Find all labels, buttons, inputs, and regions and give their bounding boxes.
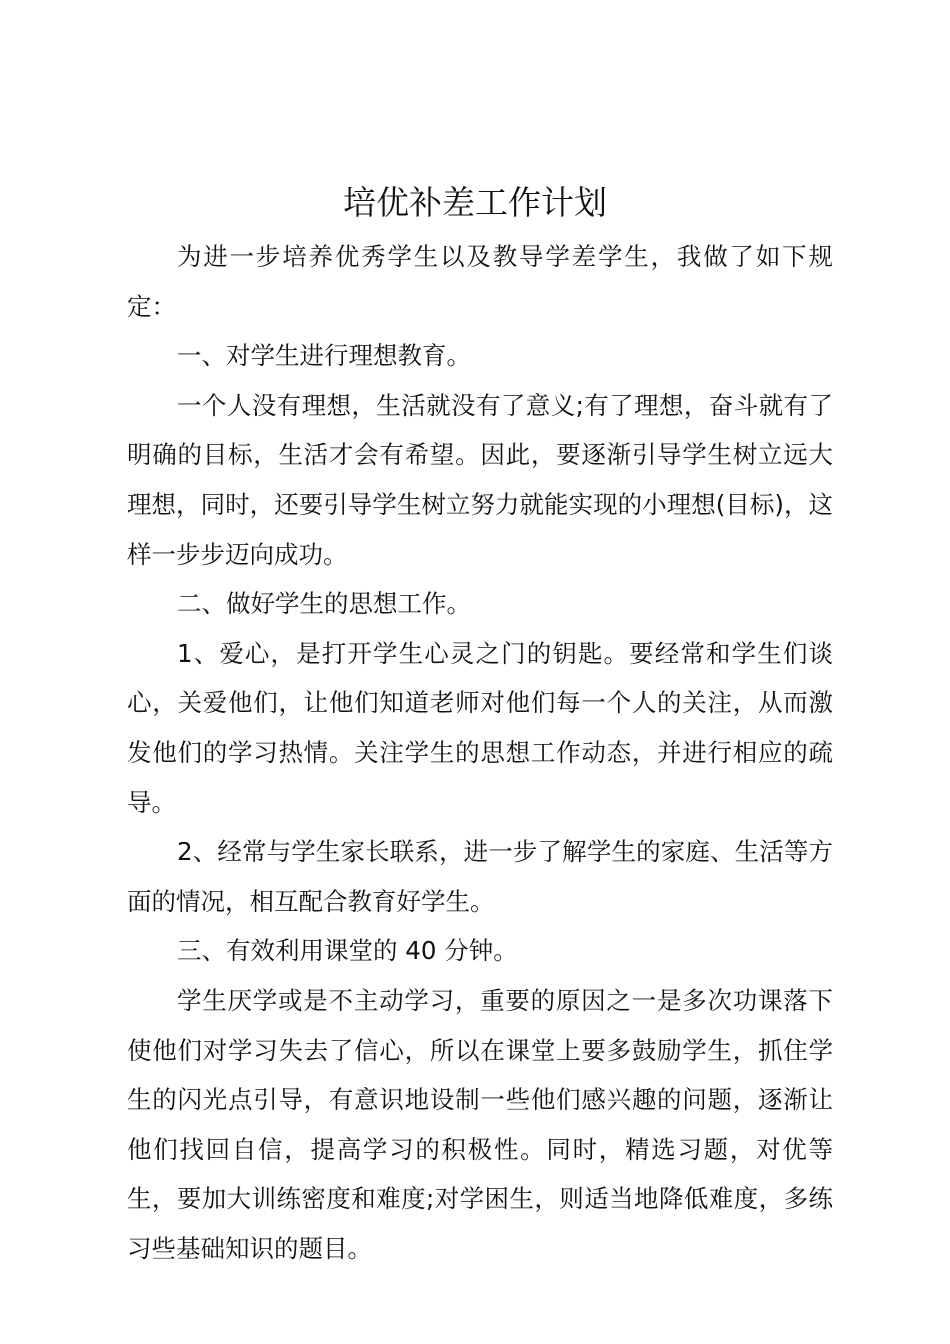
section-heading-mindset: 二、做好学生的思想工作。 [177, 589, 471, 619]
document-title: 培优补差工作计划 [343, 183, 607, 222]
document-body [127, 232, 833, 1273]
paragraph-intro: 为进一步培养优秀学生以及教导学差学生，我做了如下规定： [127, 242, 833, 321]
paragraph-classroom: 学生厌学或是不主动学习，重要的原因之一是多次功课落下使他们对学习失去了信心，所以在课堂上要多鼓励学生，抓住学生的闪光点引导，有意识地设制一些他们感兴趣的问题，逐渐让他们找回自信，提高学习的积极性。同时，精选习题，对优等生，要加大训练密度和难度;对学困生，则适当地降低难度，多练习些基础知识的题目。 [127, 985, 833, 1263]
paragraph-parents: 2、经常与学生家长联系，进一步了解学生的家庭、生活等方面的情况，相互配合教育好学生。 [127, 837, 833, 916]
section-heading-ideals: 一、对学生进行理想教育。 [177, 341, 471, 371]
paragraph-love: 1、爱心，是打开学生心灵之门的钥匙。要经常和学生们谈心，关爱他们，让他们知道老师对他们每一个人的关注，从而激发他们的学习热情。关注学生的思想工作动态，并进行相应的疏导。 [127, 638, 833, 817]
paragraph-ideals: 一个人没有理想，生活就没有了意义;有了理想，奋斗就有了明确的目标，生活才会有希望。因此，要逐渐引导学生树立远大理想，同时，还要引导学生树立努力就能实现的小理想(目标)，这样一步步迈向成功。 [127, 390, 833, 569]
section-heading-classroom: 三、有效利用课堂的 40 分钟。 [177, 936, 518, 966]
